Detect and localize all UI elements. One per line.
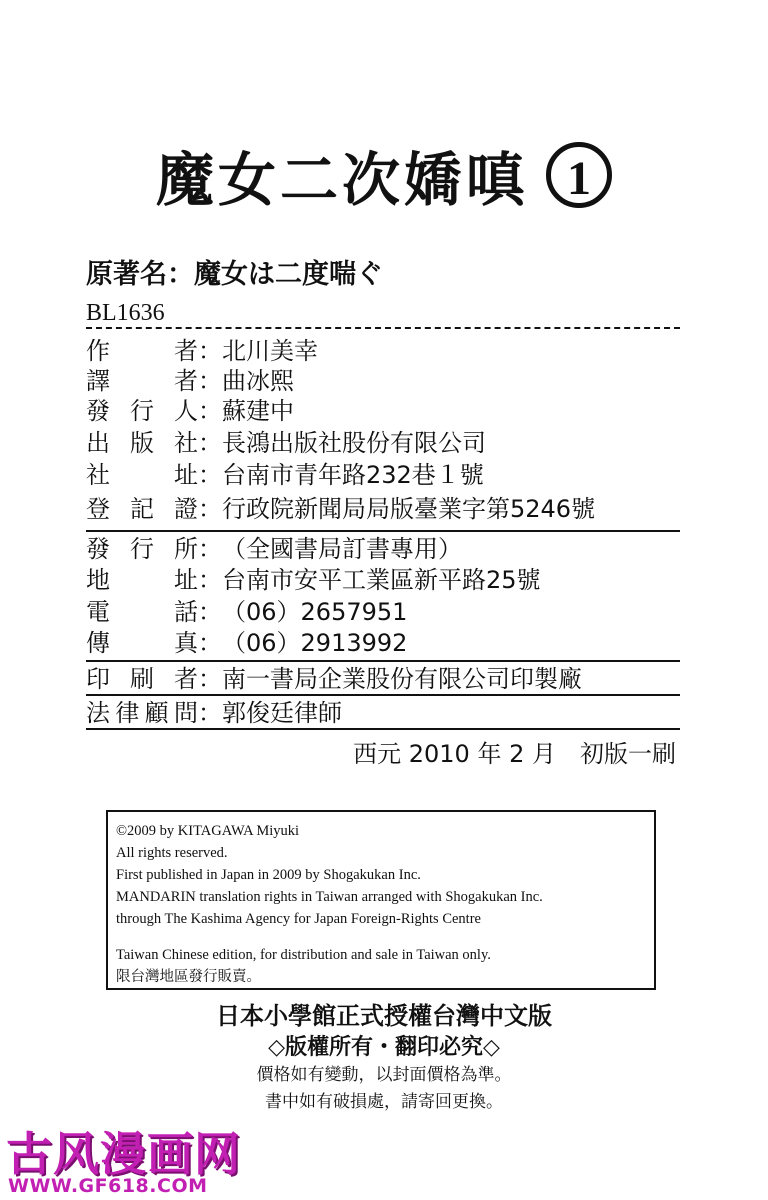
- info-label: [86, 428, 198, 458]
- info-label-char: 記: [130, 495, 154, 523]
- info-label-char: 刷: [130, 665, 154, 693]
- copyright-line: 限台灣地區發行販賣。: [116, 969, 261, 985]
- info-label-char: 人: [174, 397, 198, 425]
- info-label: [86, 698, 198, 728]
- info-row: [86, 494, 595, 524]
- info-label-char: 證: [174, 495, 198, 523]
- authorization-notice: 日本小學館正式授權台灣中文版: [216, 1002, 552, 1030]
- info-label-char: 版: [130, 429, 154, 457]
- info-label-char: 電: [86, 598, 110, 626]
- info-label-char: 法: [86, 699, 110, 727]
- rights-notice: ◇版權所有・翻印必究◇: [268, 1035, 500, 1060]
- info-value: 北川美幸: [222, 337, 318, 365]
- info-label: [86, 534, 198, 564]
- info-row: [86, 366, 294, 396]
- info-label-char: 出: [86, 429, 110, 457]
- info-row: [86, 534, 462, 564]
- divider: [86, 530, 680, 532]
- book-code: BL1636: [86, 300, 165, 326]
- copyright-line: Taiwan Chinese edition, for distribution and sale in Taiwan only.: [116, 947, 491, 963]
- info-value: 郭俊廷律師: [222, 699, 342, 727]
- info-label-char: 話: [174, 598, 198, 626]
- info-label-char: 登: [86, 495, 110, 523]
- info-label-char: 所: [174, 535, 198, 563]
- watermark-url[interactable]: WWW.GF618.COM: [8, 1175, 208, 1197]
- info-colon: ：: [198, 397, 222, 425]
- info-row: [86, 396, 294, 426]
- info-row: [86, 460, 484, 490]
- info-label-char: 發: [86, 397, 110, 425]
- info-value: 南一書局企業股份有限公司印製廠: [222, 665, 582, 693]
- info-colon: ：: [198, 495, 222, 523]
- info-label-char: 譯: [86, 367, 110, 395]
- info-label-char: 址: [174, 461, 198, 489]
- info-value: （全國書局訂書專用）: [222, 535, 462, 563]
- info-colon: ：: [198, 699, 222, 727]
- info-label-char: 行: [130, 535, 154, 563]
- info-row: [86, 565, 541, 595]
- damage-note: 書中如有破損處，請寄回更換。: [265, 1092, 503, 1112]
- info-label-char: 址: [174, 566, 198, 594]
- info-value: （06）2913992: [222, 629, 408, 657]
- info-label-char: 社: [86, 461, 110, 489]
- copyright-line: ©2009 by KITAGAWA Miyuki: [116, 823, 300, 839]
- divider: [86, 728, 680, 730]
- info-label-char: 者: [174, 367, 198, 395]
- info-label-char: 者: [174, 337, 198, 365]
- info-row: [86, 664, 582, 694]
- divider: [86, 660, 680, 662]
- copyright-line: through The Kashima Agency for Japan Foreign-Rights Centre: [116, 911, 481, 927]
- copyright-line: MANDARIN translation rights in Taiwan arranged with Shogakukan Inc.: [116, 889, 543, 905]
- original-title: 原著名：魔女は二度喘ぐ: [86, 259, 383, 290]
- info-row: [86, 628, 407, 658]
- info-label-char: 社: [174, 429, 198, 457]
- info-value: 台南市安平工業區新平路25號: [222, 566, 541, 594]
- info-label: [86, 565, 198, 595]
- info-label-char: 印: [86, 665, 110, 693]
- info-row: [86, 428, 486, 458]
- watermark-logo: 古风漫画网: [6, 1127, 241, 1181]
- info-row: [86, 597, 407, 627]
- info-row: [86, 698, 342, 728]
- info-label-char: 真: [174, 629, 198, 657]
- info-label-char: 顧: [144, 699, 169, 727]
- info-colon: ：: [198, 665, 222, 693]
- copyright-line: All rights reserved.: [116, 845, 228, 861]
- info-value: 台南市青年路232巷１號: [222, 461, 484, 489]
- info-label-char: 行: [130, 397, 154, 425]
- info-label: [86, 494, 198, 524]
- info-colon: ：: [198, 337, 222, 365]
- info-value: 蘇建中: [222, 397, 294, 425]
- book-title: [0, 140, 768, 220]
- info-label: [86, 366, 198, 396]
- info-colon: ：: [198, 566, 222, 594]
- info-label: [86, 597, 198, 627]
- copyright-line: First published in Japan in 2009 by Shogakukan Inc.: [116, 867, 421, 883]
- title-text: 魔女二次嬌嗔: [155, 146, 528, 214]
- info-value: 曲冰熙: [222, 367, 294, 395]
- divider: [86, 327, 680, 329]
- info-colon: ：: [198, 598, 222, 626]
- info-label-char: 地: [86, 566, 110, 594]
- info-label: [86, 628, 198, 658]
- divider: [86, 694, 680, 696]
- info-label-char: 者: [174, 665, 198, 693]
- info-label-char: 問: [173, 699, 198, 727]
- info-colon: ：: [198, 367, 222, 395]
- info-label-char: 發: [86, 535, 110, 563]
- price-note: 價格如有變動，以封面價格為準。: [256, 1065, 512, 1085]
- info-label: [86, 664, 198, 694]
- info-colon: ：: [198, 429, 222, 457]
- info-label: [86, 336, 198, 366]
- info-value: 長鴻出版社股份有限公司: [222, 429, 486, 457]
- info-label: [86, 396, 198, 426]
- info-label-char: 傳: [86, 629, 110, 657]
- info-colon: ：: [198, 629, 222, 657]
- info-colon: ：: [198, 461, 222, 489]
- info-value: 行政院新聞局局版臺業字第5246號: [222, 495, 596, 523]
- info-label-char: 律: [115, 699, 140, 727]
- info-value: （06）2657951: [222, 598, 408, 626]
- edition-date: 西元 2010 年 2 月 初版一刷: [353, 740, 676, 768]
- volume-number: 1: [546, 142, 612, 208]
- info-label-char: 作: [86, 337, 110, 365]
- info-colon: ：: [198, 535, 222, 563]
- info-row: [86, 336, 318, 366]
- copyright-box: [106, 810, 656, 990]
- info-label: [86, 460, 198, 490]
